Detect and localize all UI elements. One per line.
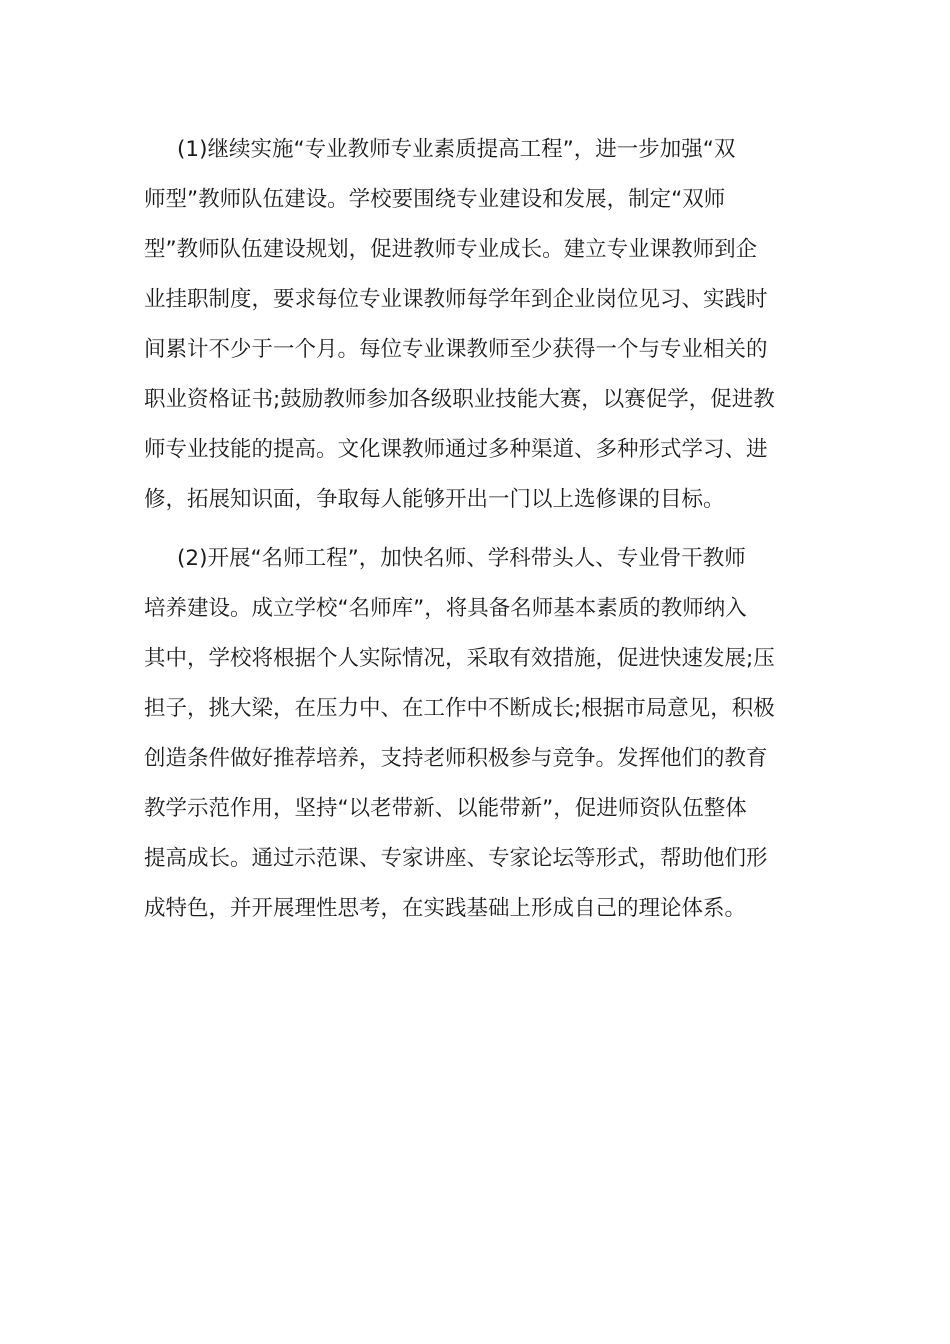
paragraph-line: 型”教师队伍建设规划，促进教师专业成长。建立专业课教师到企 — [144, 237, 758, 262]
paragraph-line: 修，拓展知识面，争取每人能够开出一门以上选修课的目标。 — [144, 487, 725, 512]
paragraph-line: 间累计不少于一个月。每位专业课教师至少获得一个与专业相关的 — [144, 337, 768, 362]
paragraph-line: 创造条件做好推荐培养，支持老师积极参与竞争。发挥他们的教育 — [144, 746, 768, 771]
paragraph-line: 职业资格证书;鼓励教师参加各级职业技能大赛，以赛促学，促进教 — [144, 387, 775, 412]
paragraph-line: 提高成长。通过示范课、专家讲座、专家论坛等形式，帮助他们形 — [144, 846, 768, 871]
paragraph-line: (2)开展“名师工程”，加快名师、学科带头人、专业骨干教师 — [177, 546, 746, 571]
document-body — [144, 125, 806, 943]
paragraph-line: 师专业技能的提高。文化课教师通过多种渠道、多种形式学习、进 — [144, 437, 768, 462]
paragraph-line: 担子，挑大梁，在压力中、在工作中不断成长;根据市局意见，积极 — [144, 696, 775, 721]
paragraph-1 — [144, 125, 806, 525]
paragraph-2 — [144, 534, 806, 934]
paragraph-line: 师型”教师队伍建设。学校要围绕专业建设和发展，制定“双师 — [144, 187, 726, 212]
paragraph-line: 培养建设。成立学校“名师库”，将具备名师基本素质的教师纳入 — [144, 596, 747, 621]
paragraph-line: 成特色，并开展理性思考，在实践基础上形成自己的理论体系。 — [144, 896, 747, 921]
paragraph-line: 业挂职制度，要求每位专业课教师每学年到企业岗位见习、实践时 — [144, 287, 768, 312]
paragraph-line: (1)继续实施“专业教师专业素质提高工程”，进一步加强“双 — [177, 137, 736, 162]
paragraph-line: 其中，学校将根据个人实际情况，采取有效措施，促进快速发展;压 — [144, 646, 775, 671]
paragraph-line: 教学示范作用，坚持“以老带新、以能带新”，促进师资队伍整体 — [144, 796, 747, 821]
